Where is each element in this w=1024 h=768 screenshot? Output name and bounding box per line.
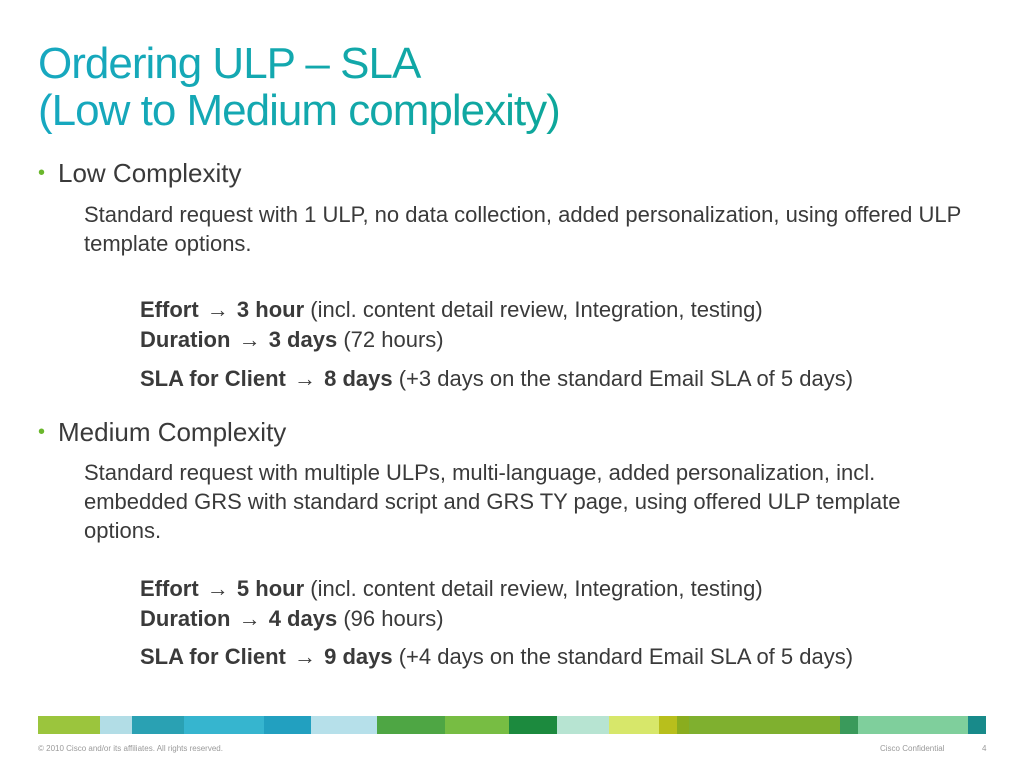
sla-label: SLA for Client bbox=[140, 366, 286, 391]
bullet-dot-icon: • bbox=[38, 162, 46, 184]
effort-note: (incl. content detail review, Integration, testing) bbox=[310, 576, 763, 601]
page-number: 4 bbox=[982, 744, 987, 753]
stripe-segment bbox=[445, 716, 509, 734]
right-arrow-icon: → bbox=[206, 297, 229, 322]
slide-title-line2: (Low to Medium complexity) bbox=[38, 86, 560, 135]
copyright-notice: © 2010 Cisco and/or its affiliates. All rights reserved. bbox=[38, 744, 223, 753]
confidential-label: Cisco Confidential bbox=[880, 744, 945, 753]
low-effort-line bbox=[140, 297, 763, 323]
stripe-segment bbox=[840, 716, 858, 734]
medium-description: Standard request with multiple ULPs, multi-language, added personalization, incl. embedded GRS with standard script and GRS TY page, using offered ULP template options. bbox=[84, 460, 901, 543]
stripe-segment bbox=[968, 716, 986, 734]
low-sla-line bbox=[140, 366, 853, 392]
stripe-segment bbox=[509, 716, 557, 734]
stripe-segment bbox=[689, 716, 841, 734]
sla-value: 8 days bbox=[324, 366, 393, 391]
right-arrow-icon: → bbox=[293, 366, 316, 391]
effort-value: 3 hour bbox=[236, 297, 305, 322]
sla-value: 9 days bbox=[324, 644, 393, 669]
duration-value: 3 days bbox=[268, 327, 338, 352]
duration-label: Duration bbox=[140, 327, 231, 352]
right-arrow-icon: → bbox=[293, 644, 316, 669]
effort-value: 5 hour bbox=[236, 576, 305, 601]
bullet-dot-icon: • bbox=[38, 421, 46, 443]
stripe-segment bbox=[557, 716, 609, 734]
effort-note: (incl. content detail review, Integration, testing) bbox=[310, 297, 763, 322]
stripe-segment bbox=[132, 716, 184, 734]
right-arrow-icon: → bbox=[206, 576, 229, 601]
bullet-medium-complexity bbox=[38, 417, 286, 448]
stripe-segment bbox=[377, 716, 445, 734]
duration-label: Duration bbox=[140, 606, 231, 631]
stripe-segment bbox=[659, 716, 677, 734]
sla-note: (+3 days on the standard Email SLA of 5 days) bbox=[398, 366, 854, 391]
stripe-segment bbox=[609, 716, 659, 734]
medium-effort-line bbox=[140, 576, 763, 602]
stripe-segment bbox=[184, 716, 264, 734]
duration-note: (96 hours) bbox=[343, 606, 444, 631]
sla-label: SLA for Client bbox=[140, 644, 286, 669]
low-description: Standard request with 1 ULP, no data collection, added personalization, using offered ULP template options. bbox=[84, 202, 961, 256]
bullet-heading: Low Complexity bbox=[58, 158, 242, 188]
sla-note: (+4 days on the standard Email SLA of 5 days) bbox=[398, 644, 854, 669]
stripe-segment bbox=[100, 716, 132, 734]
medium-duration-line bbox=[140, 606, 444, 632]
bullet-heading: Medium Complexity bbox=[58, 417, 287, 447]
stripe-segment bbox=[264, 716, 312, 734]
bullet-low-complexity bbox=[38, 158, 242, 189]
effort-label: Effort bbox=[140, 576, 199, 601]
duration-note: (72 hours) bbox=[343, 327, 444, 352]
right-arrow-icon: → bbox=[238, 327, 261, 352]
effort-label: Effort bbox=[140, 297, 199, 322]
decorative-color-stripe bbox=[38, 716, 986, 734]
right-arrow-icon: → bbox=[238, 606, 261, 631]
stripe-segment bbox=[677, 716, 689, 734]
stripe-segment bbox=[38, 716, 100, 734]
stripe-segment bbox=[858, 716, 968, 734]
low-duration-line bbox=[140, 327, 444, 353]
slide-title bbox=[38, 40, 998, 134]
duration-value: 4 days bbox=[268, 606, 338, 631]
stripe-segment bbox=[311, 716, 377, 734]
medium-sla-line bbox=[140, 644, 853, 670]
slide-title-line1: Ordering ULP – SLA bbox=[38, 39, 421, 88]
